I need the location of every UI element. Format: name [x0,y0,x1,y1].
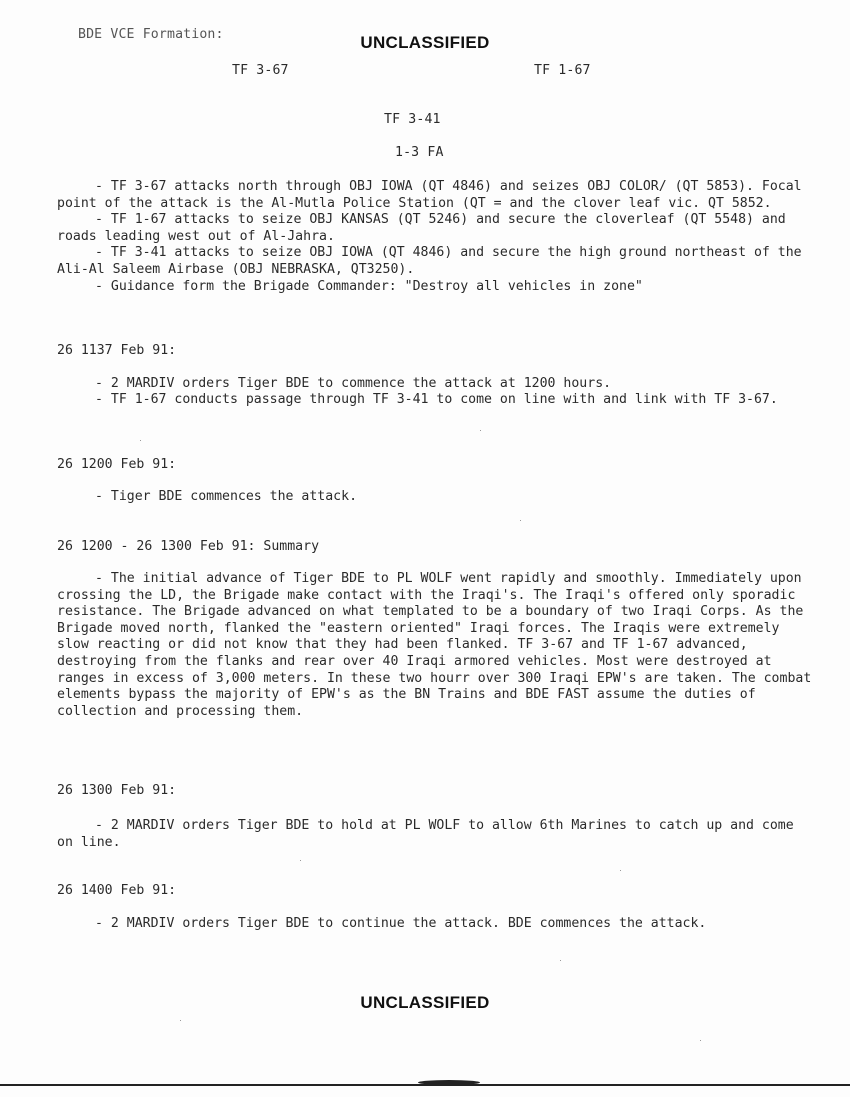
classification-footer: UNCLASSIFIED [360,993,490,1012]
scan-artifact [418,1080,480,1085]
entry-item: - Tiger BDE commences the attack. [95,489,358,504]
formation-heading: BDE VCE Formation: [78,27,224,42]
concept-item: - TF 3-67 attacks north through OBJ IOWA (QT 4846) and seizes OBJ COLOR/ (QT 5853). Focal point of the attack is the Al-Mutla Police Station (QT = and the clover leaf vic. QT 5852. [57,179,802,211]
entry-item: - 2 MARDIV orders Tiger BDE to continue the attack. BDE commences the attack. [95,916,707,931]
entry-timestamp: 26 1400 Feb 91: [57,883,177,898]
entry-timestamp: 26 1200 - 26 1300 Feb 91: Summary [57,539,320,554]
classification-header: UNCLASSIFIED [360,33,490,52]
entry-item: - 2 MARDIV orders Tiger BDE to commence the attack at 1200 hours. [95,376,612,391]
formation-right-unit: TF 1-67 [534,63,591,78]
concept-item: - TF 3-41 attacks to seize OBJ IOWA (QT 4846) and secure the high ground northeast of the Ali-Al Saleem Airbase (OBJ NEBRASKA, QT3250). [57,245,802,277]
entry-timestamp: 26 1200 Feb 91: [57,457,177,472]
concept-item: - TF 1-67 attacks to seize OBJ KANSAS (QT 5246) and secure the cloverleaf (QT 5548) and roads leading west out of Al-Jahra. [57,212,786,244]
formation-center-unit: TF 3-41 [384,112,441,127]
entry-item: - 2 MARDIV orders Tiger BDE to hold at PL WOLF to allow 6th Marines to catch up and come on line. [57,818,794,850]
concept-item: - Guidance form the Brigade Commander: "Destroy all vehicles in zone" [95,278,643,294]
entry-timestamp: 26 1137 Feb 91: [57,343,177,358]
concept-of-operations [57,179,817,295]
formation-artillery: 1-3 FA [395,145,444,160]
page-bottom-rule [0,1084,850,1086]
formation-left-unit: TF 3-67 [232,63,289,78]
entry-summary: - The initial advance of Tiger BDE to PL WOLF went rapidly and smoothly. Immediately upon crossing the LD, the Brigade make contact with the Iraqi's. The Iraqi's offered only sporadic resistance. The Brigade advanced on what templated to be a boundary of two Iraqi Corps. As the Brigade moved north, flanked the "eastern oriented" Iraqi forces. The Iraqis were extremely slow reacting or did not know that they had been flanked. TF 3-67 and TF 1-67 advanced, destroying from the flanks and rear over 40 Iraqi armored vehicles. Most were destroyed at ranges in excess of 3,000 meters. In these two hourr over 300 Iraqi EPW's are taken. The combat elements bypass the majority of EPW's as the BN Trains and BDE FAST assume the duties of collection and processing them. [57,571,812,719]
entry-timestamp: 26 1300 Feb 91: [57,783,177,798]
entry-item: - TF 1-67 conducts passage through TF 3-41 to come on line with and link with TF 3-67. [95,392,778,407]
